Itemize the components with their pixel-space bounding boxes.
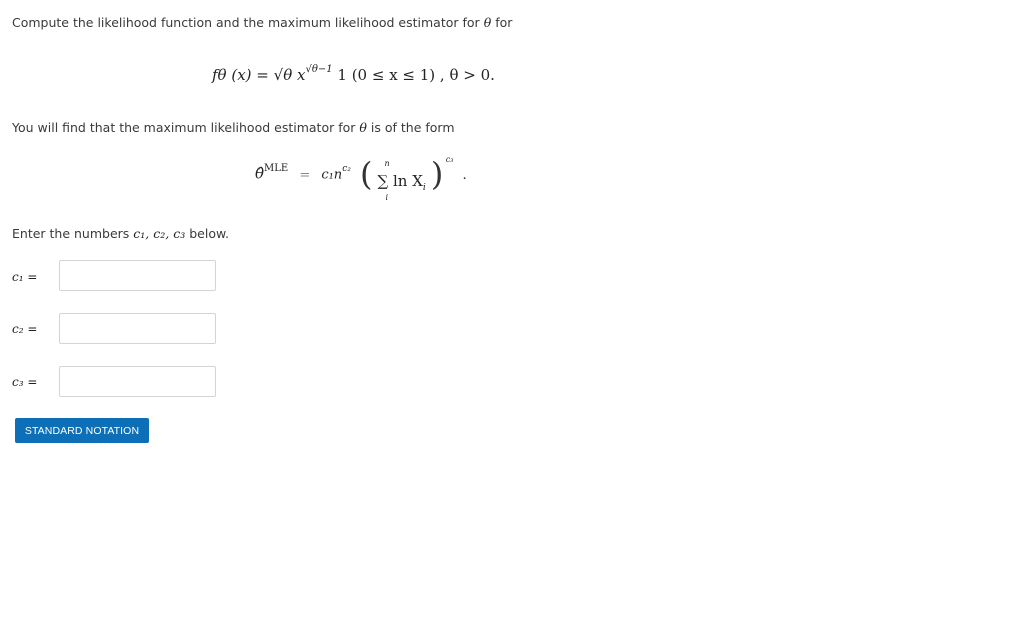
density-tail: 1 (0 ≤ x ≤ 1) , θ > 0. xyxy=(337,66,495,84)
theta-symbol-2: θ xyxy=(359,120,367,135)
right-paren: ) xyxy=(430,155,444,193)
form-text xyxy=(12,120,455,135)
standard-notation-button[interactable]: STANDARD NOTATION xyxy=(15,418,149,443)
period: . xyxy=(462,167,467,183)
mle-superscript: MLE xyxy=(264,162,289,174)
c2-input[interactable] xyxy=(59,313,216,344)
form-text-start: You will find that the maximum likelihood estimator for xyxy=(12,120,356,135)
density-base: √θ x xyxy=(273,66,306,84)
c3-superscript: c₃ xyxy=(445,155,454,164)
sum-block xyxy=(377,159,426,202)
c2-superscript: c₂ xyxy=(342,163,351,174)
enter-vars: c₁, c₂, c₃ xyxy=(133,226,186,241)
form-text-end: is of the form xyxy=(370,120,455,135)
enter-text xyxy=(12,226,229,241)
c3-label: c₃ = xyxy=(12,375,38,389)
c3-input[interactable] xyxy=(59,366,216,397)
enter-text-end: below. xyxy=(189,226,230,241)
mle-equation xyxy=(255,155,467,202)
enter-text-start: Enter the numbers xyxy=(12,226,130,241)
density-equation xyxy=(212,66,495,84)
sum-body: ∑ ln X xyxy=(377,172,423,190)
theta-hat: θ̂ xyxy=(255,164,265,183)
intro-text: Compute the likelihood function and the maximum likelihood estimator for xyxy=(12,15,480,30)
c1-input[interactable] xyxy=(59,260,216,291)
equals-sign: = xyxy=(299,167,311,183)
intro-end-text: for xyxy=(495,15,513,30)
left-paren: ( xyxy=(359,155,373,193)
density-exponent: √θ−1 xyxy=(305,64,333,75)
density-lhs: fθ (x) = xyxy=(212,66,269,84)
c1-n: c₁n xyxy=(321,167,343,183)
c1-label: c₁ = xyxy=(12,270,38,284)
sum-upper: n xyxy=(384,159,390,168)
sum-group xyxy=(359,155,454,202)
theta-symbol: θ xyxy=(483,15,492,30)
sum-lower: i xyxy=(385,193,389,202)
question-intro xyxy=(12,15,512,30)
sum-subscript: i xyxy=(422,183,426,193)
c2-label: c₂ = xyxy=(12,322,38,336)
